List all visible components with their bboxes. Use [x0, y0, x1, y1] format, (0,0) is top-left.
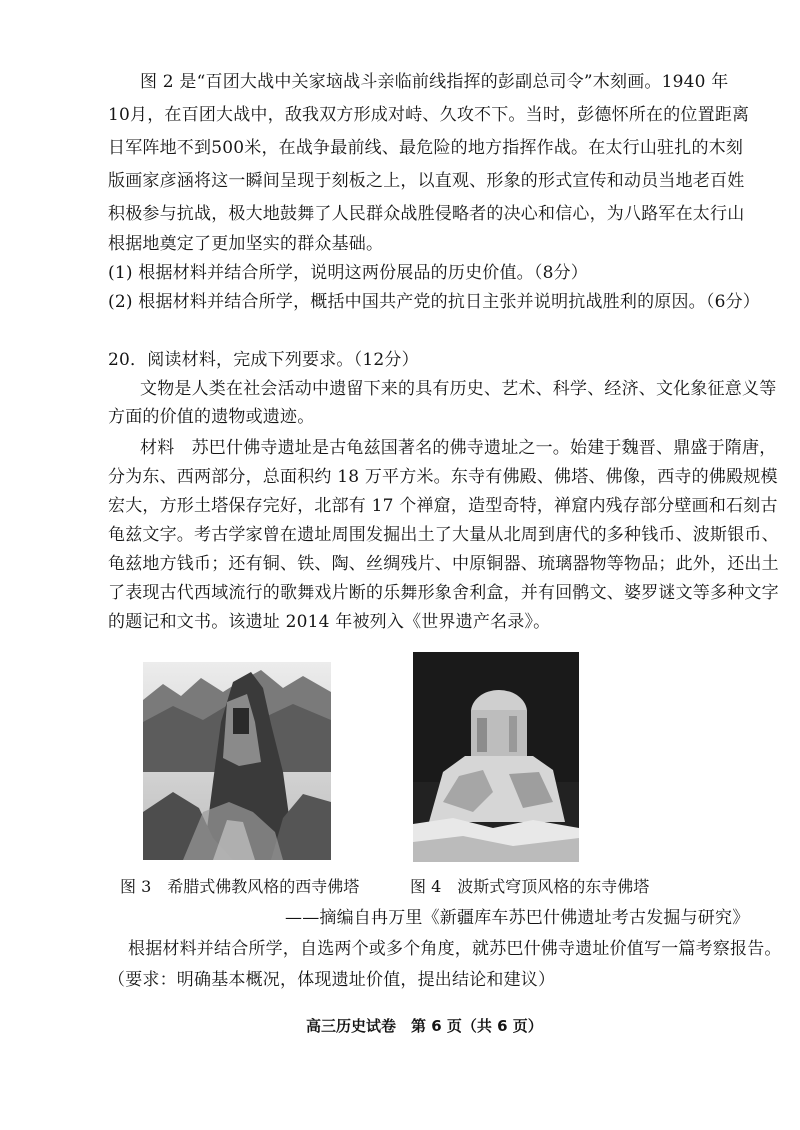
figure-4-east-temple-stupa-photo [413, 652, 579, 862]
dome-stupa-photo-illustration [413, 652, 579, 862]
intro-line: 10月，在百团大战中，敌我双方形成对峙、久攻不下。当时，彭德怀所在的位置距离 [108, 105, 750, 125]
task-instruction: 根据材料并结合所学，自选两个或多个角度，就苏巴什佛寺遗址价值写一篇考察报告。 [128, 939, 782, 959]
material-line: 了表现古代西域流行的歌舞戏片断的乐舞形象舍利盒，并有回鹘文、婆罗谜文等多种文字 [108, 583, 779, 603]
figure-4-caption: 图 4 波斯式穹顶风格的东寺佛塔 [410, 877, 650, 896]
source-attribution: ——摘编自冉万里《新疆库车苏巴什佛遗址考古发掘与研究》 [285, 908, 750, 928]
intro-line: 日军阵地不到500米，在战争最前线、最危险的地方指挥作战。在太行山驻扎的木刻 [108, 138, 744, 158]
material-line: 的题记和文书。该遗址 2014 年被列入《世界遗产名录》。 [108, 612, 551, 632]
intro-line: 版画家彦涵将这一瞬间呈现于刻板之上，以直观、形象的形式宣传和动员当地老百姓 [108, 171, 745, 191]
intro-line: 积极参与抗战，极大地鼓舞了人民群众战胜侵略者的决心和信心，为八路军在太行山 [108, 204, 745, 224]
stupa-photo-illustration [143, 662, 331, 860]
definition-line: 方面的价值的遗物或遗迹。 [108, 407, 315, 427]
material-line: 龟兹地方钱币；还有铜、铁、陶、丝绸残片、中原铜器、琉璃器物等物品；此外，还出土 [108, 554, 779, 574]
material-line: 分为东、西两部分，总面积约 18 万平方米。东寺有佛殿、佛塔、佛像，西寺的佛殿规模 [108, 467, 778, 487]
material-line: 龟兹文字。考古学家曾在遗址周围发掘出土了大量从北周到唐代的多种钱币、波斯银币、 [108, 525, 779, 545]
intro-line: 图 2 是“百团大战中关家垴战斗亲临前线指挥的彭副总司令”木刻画。1940 年 [140, 72, 729, 92]
material-line: 宏大，方形土塔保存完好，北部有 17 个禅窟，造型奇特，禅窟内残存部分壁画和石刻古 [108, 496, 778, 516]
question-20-heading: 20．阅读材料，完成下列要求。（12分） [108, 350, 419, 370]
task-requirements: （要求：明确基本概况，体现遗址价值，提出结论和建议） [108, 970, 556, 990]
definition-line: 文物是人类在社会活动中遗留下来的具有历史、艺术、科学、经济、文化象征意义等 [140, 379, 777, 399]
question-19-part-1: (1) 根据材料并结合所学，说明这两份展品的历史价值。（8分） [108, 263, 588, 283]
question-19-part-2: (2) 根据材料并结合所学，概括中国共产党的抗日主张并说明抗战胜利的原因。（6分） [108, 292, 760, 312]
material-line: 材料 苏巴什佛寺遗址是古龟兹国著名的佛寺遗址之一。始建于魏晋、鼎盛于隋唐， [140, 438, 777, 458]
figure-3-caption: 图 3 希腊式佛教风格的西寺佛塔 [120, 877, 360, 896]
figure-3-west-temple-stupa-photo [143, 662, 331, 860]
intro-line: 根据地奠定了更加坚实的群众基础。 [108, 234, 384, 254]
page-footer: 高三历史试卷 第 6 页（共 6 页） [306, 1017, 543, 1035]
